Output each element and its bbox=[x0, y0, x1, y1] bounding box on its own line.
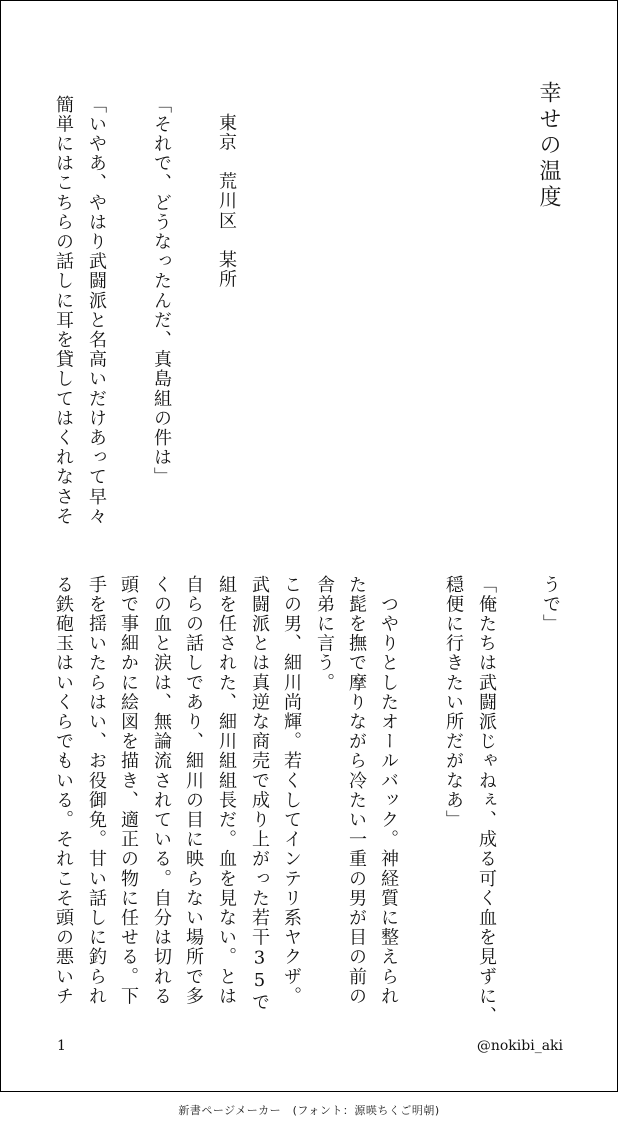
body-text-column: 簡単にはこちらの話しに耳を貸してはくれなさそ bbox=[53, 95, 74, 527]
author-handle: @nokibi_aki bbox=[476, 1038, 563, 1054]
body-text-column: る鉄砲玉はいくらでもいる。それこそ頭の悪いチ bbox=[53, 575, 74, 1007]
page-number: 1 bbox=[57, 1038, 66, 1054]
story-title: 幸せの温度 bbox=[536, 81, 561, 211]
body-text-column: うで」 bbox=[540, 575, 561, 634]
body-text-column: 武闘派とは真逆な商売で成り上がった若干35で bbox=[249, 575, 270, 1013]
body-text-column: この男、細川尚輝。若くしてインテリ系ヤクザ。 bbox=[281, 575, 302, 1007]
body-text-column: 組を任された、細川組組長だ。血を見ない。とは bbox=[216, 575, 237, 1007]
body-text-column: つやりとしたオールバック。神経質に整えられ bbox=[378, 575, 399, 1007]
body-text-column: 「いやあ、やはり武闘派と名高いだけあって早々 bbox=[86, 95, 107, 527]
body-text-column: 頭で事細かに絵図を描き、適正の物に任せる。下 bbox=[118, 575, 139, 1007]
generator-credit: 新書ページメーカー (フォント：源暎ちくご明朝) bbox=[178, 1104, 440, 1117]
body-text-column: た髭を撫で摩りながら冷たい一重の男が目の前の bbox=[346, 575, 367, 1007]
body-text-column: 手を揺いたらはい、お役御免。甘い話しに釣られ bbox=[86, 575, 107, 1007]
scene-location: 東京 荒川区 某所 bbox=[216, 113, 237, 290]
body-text-column: くの血と涙は、無論流されている。自分は切れる bbox=[151, 575, 172, 1007]
body-text-column: 「それで、どうなったんだ、真島組の件は」 bbox=[151, 95, 172, 487]
body-text-column: 「俺たちは武闘派じゃねぇ、成る可く血を見ずに、 bbox=[476, 575, 497, 1026]
body-text-column: 舎弟に言う。 bbox=[314, 575, 335, 693]
body-text-column: 自らの話しであり、細川の目に映らない場所で多 bbox=[183, 575, 204, 1007]
body-text-column: 穏便に行きたい所だがなあ」 bbox=[443, 575, 464, 830]
